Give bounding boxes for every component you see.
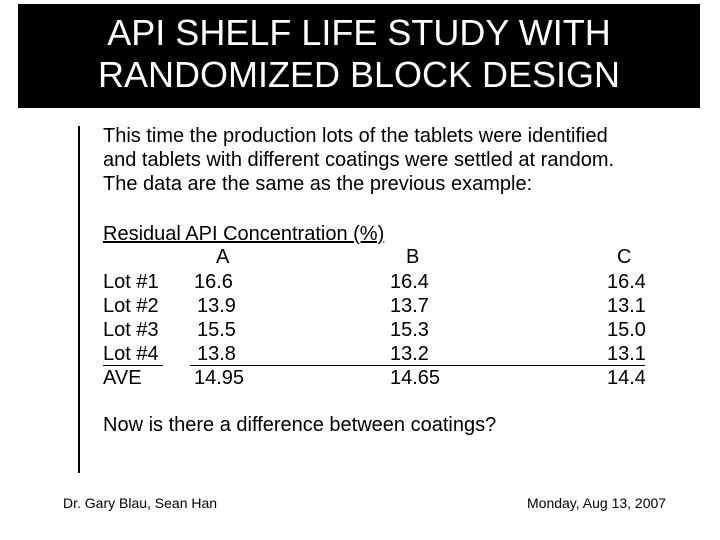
question-text: Now is there a difference between coatings? — [103, 414, 497, 436]
row-label-lot-3: Lot #3 — [103, 319, 159, 341]
slide-title — [18, 4, 700, 108]
cell-lot-4-c: 13.1 — [607, 343, 646, 365]
intro-paragraph — [103, 124, 693, 196]
vertical-divider — [78, 126, 80, 473]
column-header-b: B — [406, 246, 420, 268]
column-header-c: C — [617, 246, 632, 268]
cell-lot-2-b: 13.7 — [390, 295, 429, 317]
footer-date: Monday, Aug 13, 2007 — [527, 495, 667, 511]
row-label-lot-2: Lot #2 — [103, 295, 159, 317]
cell-lot-3-c: 15.0 — [607, 319, 646, 341]
cell-ave-c: 14.4 — [607, 367, 646, 389]
slide-title-line-2: RANDOMIZED BLOCK DESIGN — [97, 54, 621, 95]
cell-lot-4-b: 13.2 — [390, 343, 429, 365]
cell-lot-2-a: 13.9 — [197, 295, 236, 317]
cell-lot-1-b: 16.4 — [390, 271, 429, 293]
cell-lot-3-a: 15.5 — [197, 319, 236, 341]
cell-lot-2-c: 13.1 — [607, 295, 646, 317]
column-header-a: A — [216, 246, 230, 268]
cell-lot-4-a: 13.8 — [197, 343, 236, 365]
intro-line-3: The data are the same as the previous example: — [103, 173, 533, 195]
intro-line-1: This time the production lots of the tablets were identified — [103, 125, 608, 147]
cell-lot-3-b: 15.3 — [390, 319, 429, 341]
cell-lot-1-a: 16.6 — [194, 271, 233, 293]
intro-line-2: and tablets with different coatings were settled at random. — [103, 149, 615, 171]
row-label-ave: AVE — [103, 367, 142, 389]
footer-author: Dr. Gary Blau, Sean Han — [63, 495, 218, 511]
row-label-lot-4: Lot #4 — [103, 343, 159, 365]
cell-lot-1-c: 16.4 — [607, 271, 646, 293]
row-label-lot-1: Lot #1 — [103, 271, 159, 293]
cell-ave-b: 14.65 — [390, 367, 441, 389]
table-heading: Residual API Concentration (%) — [103, 223, 385, 245]
slide-title-line-1: API SHELF LIFE STUDY WITH — [107, 12, 611, 53]
cell-ave-a: 14.95 — [194, 367, 245, 389]
